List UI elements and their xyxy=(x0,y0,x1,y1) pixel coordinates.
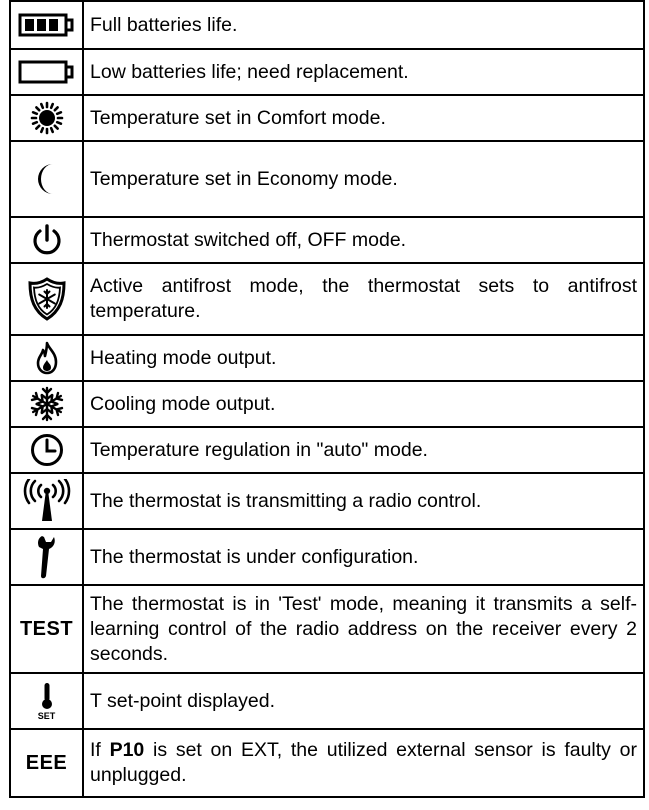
table-row xyxy=(10,1,644,49)
icon-cell xyxy=(10,95,83,141)
table-row xyxy=(10,95,644,141)
sun-icon xyxy=(30,101,64,135)
table-row xyxy=(10,335,644,381)
snowflake-icon xyxy=(29,386,65,422)
row-description: The thermostat is transmitting a radio control. xyxy=(83,473,644,529)
icon-cell xyxy=(10,141,83,217)
row-description: Cooling mode output. xyxy=(83,381,644,427)
set-label: SET xyxy=(37,710,56,721)
row-description: Thermostat switched off, OFF mode. xyxy=(83,217,644,263)
battery-low-icon xyxy=(18,60,76,84)
antifrost-shield-icon xyxy=(27,277,67,321)
icon-cell xyxy=(10,529,83,585)
table-row xyxy=(10,263,644,335)
table-row xyxy=(10,49,644,95)
battery-full-icon xyxy=(18,13,76,37)
table-row xyxy=(10,141,644,217)
table-row xyxy=(10,529,644,585)
icon-cell xyxy=(10,673,83,729)
desc-suffix: is set on EXT, the utilized external sensor is faulty or unplugged. xyxy=(90,739,637,786)
wrench-icon xyxy=(34,534,60,580)
row-description xyxy=(83,729,644,797)
table-row xyxy=(10,381,644,427)
icon-cell xyxy=(10,427,83,473)
row-description: The thermostat is in 'Test' mode, meaning it transmits a self-learning control of the radio address on the receiver every 2 seconds. xyxy=(83,585,644,673)
row-description: Temperature set in Comfort mode. xyxy=(83,95,644,141)
clock-icon xyxy=(30,433,64,467)
icon-cell xyxy=(10,381,83,427)
row-description: The thermostat is under configuration. xyxy=(83,529,644,585)
row-description: Low batteries life; need replacement. xyxy=(83,49,644,95)
row-description: Temperature regulation in "auto" mode. xyxy=(83,427,644,473)
icon-cell xyxy=(10,217,83,263)
row-description: Full batteries life. xyxy=(83,1,644,49)
eee-text-icon: EEE xyxy=(25,751,68,774)
row-description: T set-point displayed. xyxy=(83,673,644,729)
table-row xyxy=(10,427,644,473)
thermometer-icon xyxy=(40,682,54,710)
power-icon xyxy=(30,223,64,257)
icon-cell xyxy=(10,49,83,95)
icon-cell xyxy=(10,263,83,335)
icon-cell xyxy=(10,585,83,673)
table-row xyxy=(10,473,644,529)
icon-cell xyxy=(10,335,83,381)
row-description: Active antifrost mode, the thermostat sets to antifrost temperature. xyxy=(83,263,644,335)
row-description: Temperature set in Economy mode. xyxy=(83,141,644,217)
table-row xyxy=(10,217,644,263)
radio-antenna-icon xyxy=(19,479,75,523)
row-description: Heating mode output. xyxy=(83,335,644,381)
param-code: P10 xyxy=(109,739,145,761)
symbols-table xyxy=(9,0,645,798)
table-row xyxy=(10,729,644,797)
table-row xyxy=(10,673,644,729)
moon-icon xyxy=(32,162,62,196)
desc-prefix: If xyxy=(90,739,110,761)
flame-icon xyxy=(35,341,59,375)
thermometer-set-icon xyxy=(11,682,82,721)
test-text-icon: TEST xyxy=(19,617,74,640)
icon-cell xyxy=(10,473,83,529)
icon-cell xyxy=(10,729,83,797)
icon-cell xyxy=(10,1,83,49)
table-row xyxy=(10,585,644,673)
